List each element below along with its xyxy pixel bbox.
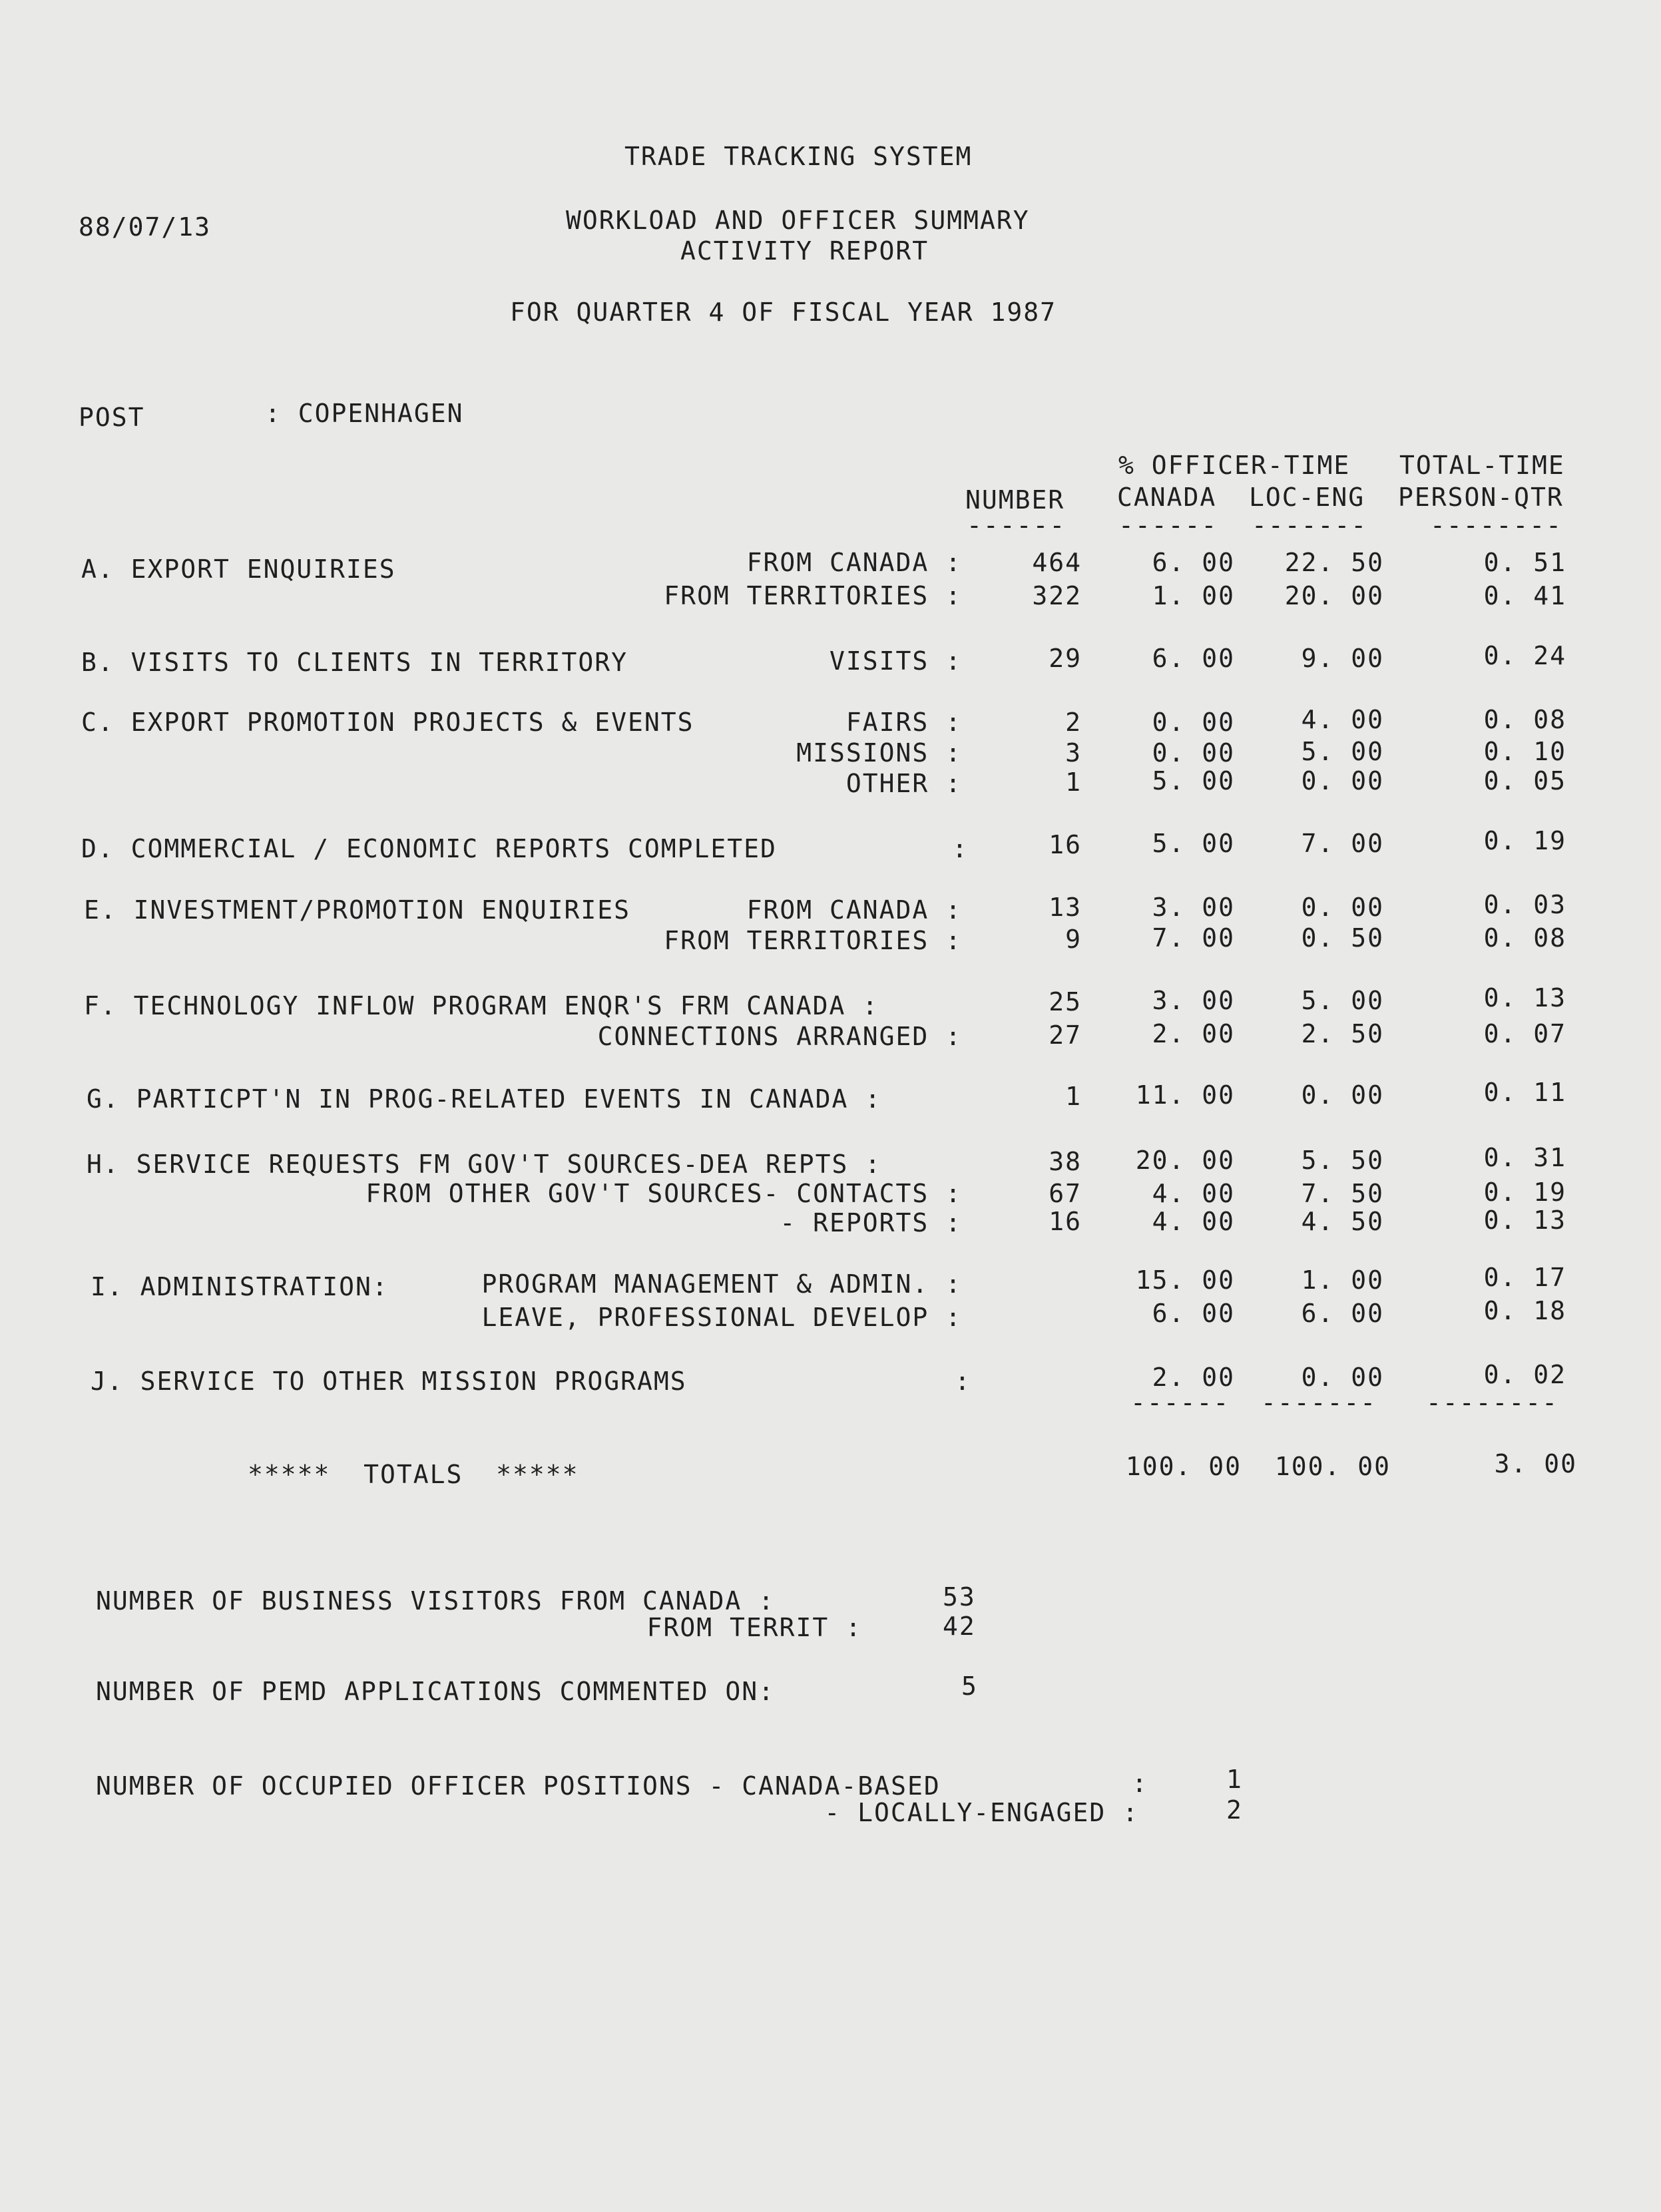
row-loc-eng-pct: 5. 00 — [1301, 737, 1384, 766]
row-person-qtr: 0. 07 — [1483, 1019, 1566, 1048]
row-number: 25 — [1049, 987, 1082, 1016]
row-category: E. INVESTMENT/PROMOTION ENQUIRIES — [84, 895, 630, 925]
row-number: 2 — [1065, 708, 1082, 737]
table-row — [0, 1296, 1661, 1333]
col-header-person-qtr: PERSON-QTR — [1398, 483, 1564, 512]
positions-label: NUMBER OF OCCUPIED OFFICER POSITIONS - CANADA-BASED — [96, 1771, 941, 1801]
visitors-label: NUMBER OF BUSINESS VISITORS FROM CANADA : — [96, 1586, 775, 1616]
row-number: 3 — [1065, 738, 1082, 768]
row-category: I. ADMINISTRATION: — [91, 1272, 389, 1301]
row-sub-label: - REPORTS : — [780, 1208, 962, 1237]
row-person-qtr: 0. 19 — [1483, 826, 1566, 855]
row-number: 322 — [1032, 581, 1082, 610]
row-person-qtr: 0. 13 — [1483, 983, 1566, 1012]
row-sub-label: LEAVE, PROFESSIONAL DEVELOP : — [481, 1303, 962, 1332]
row-canada-pct: 4. 00 — [1152, 1207, 1235, 1236]
col-underline-canada: ------ — [1118, 511, 1218, 540]
row-canada-pct: 0. 00 — [1152, 738, 1235, 768]
row-number: 9 — [1065, 925, 1082, 954]
row-canada-pct: 6. 00 — [1152, 1299, 1235, 1328]
col-header-officer-time: % OFFICER-TIME — [1118, 451, 1351, 480]
row-sub-label: FROM CANADA : — [746, 895, 962, 925]
row-number: 29 — [1049, 644, 1082, 673]
table-row — [0, 1208, 1661, 1238]
table-row — [0, 983, 1661, 1021]
row-loc-eng-pct: 20. 00 — [1284, 581, 1384, 610]
row-category: A. EXPORT ENQUIRIES — [81, 554, 396, 584]
row-loc-eng-pct: 0. 00 — [1301, 1080, 1384, 1110]
report-subtitle: WORKLOAD AND OFFICER SUMMARY — [566, 206, 1030, 235]
report-title: TRADE TRACKING SYSTEM — [624, 142, 973, 171]
table-row — [0, 707, 1661, 738]
table-row — [0, 1263, 1661, 1302]
row-person-qtr: 0. 03 — [1483, 890, 1566, 919]
col-header-loc-eng: LOC-ENG — [1249, 483, 1365, 512]
row-person-qtr: 0. 17 — [1483, 1263, 1566, 1292]
table-row — [0, 1143, 1661, 1180]
positions-local-label: - LOCALLY-ENGAGED : — [824, 1798, 1139, 1827]
row-canada-pct: 7. 00 — [1152, 923, 1235, 953]
row-person-qtr: 0. 41 — [1483, 581, 1566, 610]
table-row — [0, 1021, 1661, 1052]
table-row — [0, 641, 1661, 677]
row-person-qtr: 0. 19 — [1483, 1178, 1566, 1207]
row-canada-pct: 15. 00 — [1135, 1265, 1235, 1295]
positions-canada-value: 1 — [1226, 1765, 1243, 1794]
totals-underline-person-qtr: -------- — [1426, 1388, 1559, 1417]
row-canada-pct: 11. 00 — [1135, 1080, 1235, 1110]
row-person-qtr: 0. 51 — [1483, 548, 1566, 577]
table-row — [0, 1078, 1661, 1114]
table-row — [0, 1178, 1661, 1209]
row-loc-eng-pct: 2. 50 — [1301, 1019, 1384, 1048]
row-canada-pct: 3. 00 — [1152, 986, 1235, 1015]
row-loc-eng-pct: 9. 00 — [1301, 644, 1384, 673]
row-canada-pct: 20. 00 — [1135, 1146, 1235, 1175]
row-loc-eng-pct: 4. 00 — [1301, 705, 1384, 734]
table-row — [0, 768, 1661, 799]
row-category: J. SERVICE TO OTHER MISSION PROGRAMS — [91, 1367, 687, 1396]
row-person-qtr: 0. 08 — [1483, 923, 1566, 953]
report-subtitle-2: ACTIVITY REPORT — [680, 236, 929, 266]
row-loc-eng-pct: 5. 50 — [1301, 1146, 1384, 1175]
col-header-canada: CANADA — [1117, 483, 1217, 512]
positions-local-value: 2 — [1226, 1795, 1243, 1825]
row-number: 1 — [1065, 1082, 1082, 1111]
row-canada-pct: 6. 00 — [1152, 548, 1235, 577]
row-person-qtr: 0. 24 — [1483, 641, 1566, 670]
row-loc-eng-pct: 0. 00 — [1301, 1363, 1384, 1392]
row-sub-label: PROGRAM MANAGEMENT & ADMIN. : — [481, 1269, 962, 1299]
row-category: C. EXPORT PROMOTION PROJECTS & EVENTS — [81, 708, 694, 737]
row-sub-label: : — [952, 834, 969, 863]
row-number: 27 — [1049, 1020, 1082, 1050]
visitors-canada-value: 53 — [943, 1582, 976, 1612]
table-row — [0, 890, 1661, 925]
report-date: 88/07/13 — [79, 212, 212, 242]
row-number: 13 — [1049, 893, 1082, 922]
row-loc-eng-pct: 1. 00 — [1301, 1265, 1384, 1295]
row-sub-label: CONNECTIONS ARRANGED : — [597, 1022, 962, 1051]
row-number: 16 — [1049, 1207, 1082, 1236]
col-header-total-time: TOTAL-TIME — [1399, 451, 1565, 480]
row-number: 16 — [1049, 830, 1082, 859]
visitors-territ-value: 42 — [943, 1612, 976, 1641]
row-person-qtr: 0. 31 — [1483, 1143, 1566, 1172]
row-category: B. VISITS TO CLIENTS IN TERRITORY — [81, 648, 628, 677]
row-sub-label: FAIRS : — [845, 708, 962, 737]
table-row — [0, 925, 1661, 956]
row-canada-pct: 1. 00 — [1152, 581, 1235, 610]
post-label: POST — [79, 403, 145, 432]
col-underline-loc-eng: ------- — [1252, 511, 1368, 540]
row-loc-eng-pct: 0. 50 — [1301, 923, 1384, 953]
row-canada-pct: 5. 00 — [1152, 766, 1235, 795]
row-sub-label: VISITS : — [829, 646, 962, 676]
row-loc-eng-pct: 0. 00 — [1301, 893, 1384, 922]
col-underline-person-qtr: -------- — [1430, 511, 1563, 540]
row-canada-pct: 2. 00 — [1152, 1019, 1235, 1048]
pemd-value: 5 — [961, 1671, 978, 1701]
totals-label: ***** TOTALS ***** — [248, 1460, 579, 1489]
row-person-qtr: 0. 02 — [1483, 1360, 1566, 1389]
table-row — [0, 1360, 1661, 1397]
row-category: G. PARTICPT'N IN PROG-RELATED EVENTS IN CANADA : — [87, 1084, 882, 1114]
row-sub-label: FROM TERRITORIES : — [664, 581, 962, 610]
row-canada-pct: 3. 00 — [1152, 893, 1235, 922]
row-loc-eng-pct: 7. 50 — [1301, 1179, 1384, 1208]
row-sub-label: FROM TERRITORIES : — [664, 926, 962, 955]
totals-person-qtr: 3. 00 — [1494, 1449, 1577, 1478]
row-number: 67 — [1049, 1179, 1082, 1208]
row-sub-label: FROM OTHER GOV'T SOURCES- CONTACTS : — [365, 1179, 962, 1208]
row-person-qtr: 0. 13 — [1483, 1206, 1566, 1235]
report-period: FOR QUARTER 4 OF FISCAL YEAR 1987 — [510, 298, 1057, 327]
row-category: D. COMMERCIAL / ECONOMIC REPORTS COMPLETED — [81, 834, 777, 863]
row-category: F. TECHNOLOGY INFLOW PROGRAM ENQR'S FRM CANADA : — [84, 991, 879, 1020]
col-underline-number: ------ — [967, 511, 1067, 540]
totals-underline-loc-eng: ------- — [1261, 1388, 1377, 1417]
row-number: 1 — [1065, 768, 1082, 797]
table-row — [0, 826, 1661, 864]
table-row — [0, 580, 1661, 611]
row-number: 38 — [1049, 1147, 1082, 1176]
row-number: 464 — [1032, 548, 1082, 577]
row-loc-eng-pct: 22. 50 — [1284, 548, 1384, 577]
totals-canada-pct: 100. 00 — [1125, 1452, 1242, 1481]
row-person-qtr: 0. 08 — [1483, 705, 1566, 734]
table-row — [0, 738, 1661, 768]
row-person-qtr: 0. 05 — [1483, 766, 1566, 795]
visitors-territ-label: FROM TERRIT : — [646, 1613, 862, 1642]
row-person-qtr: 0. 11 — [1483, 1078, 1566, 1107]
totals-underline-canada: ------ — [1130, 1388, 1230, 1417]
row-sub-label: OTHER : — [845, 769, 962, 798]
row-sub-label: FROM CANADA : — [746, 548, 962, 577]
row-category: H. SERVICE REQUESTS FM GOV'T SOURCES-DEA REPTS : — [87, 1150, 882, 1179]
row-person-qtr: 0. 10 — [1483, 737, 1566, 766]
pemd-label: NUMBER OF PEMD APPLICATIONS COMMENTED ON: — [96, 1677, 775, 1706]
positions-colon: : — [1132, 1769, 1148, 1798]
row-loc-eng-pct: 6. 00 — [1301, 1299, 1384, 1328]
totals-loc-eng-pct: 100. 00 — [1274, 1452, 1391, 1481]
post-value: : COPENHAGEN — [265, 399, 464, 428]
row-sub-label: MISSIONS : — [796, 738, 962, 768]
row-canada-pct: 2. 00 — [1152, 1363, 1235, 1392]
row-canada-pct: 4. 00 — [1152, 1179, 1235, 1208]
row-loc-eng-pct: 0. 00 — [1301, 766, 1384, 795]
row-canada-pct: 6. 00 — [1152, 644, 1235, 673]
row-loc-eng-pct: 5. 00 — [1301, 986, 1384, 1015]
col-header-number: NUMBER — [965, 485, 1065, 515]
row-loc-eng-pct: 7. 00 — [1301, 829, 1384, 858]
row-canada-pct: 0. 00 — [1152, 708, 1235, 737]
row-loc-eng-pct: 4. 50 — [1301, 1207, 1384, 1236]
row-person-qtr: 0. 18 — [1483, 1296, 1566, 1325]
row-canada-pct: 5. 00 — [1152, 829, 1235, 858]
row-sub-label: : — [955, 1367, 971, 1396]
